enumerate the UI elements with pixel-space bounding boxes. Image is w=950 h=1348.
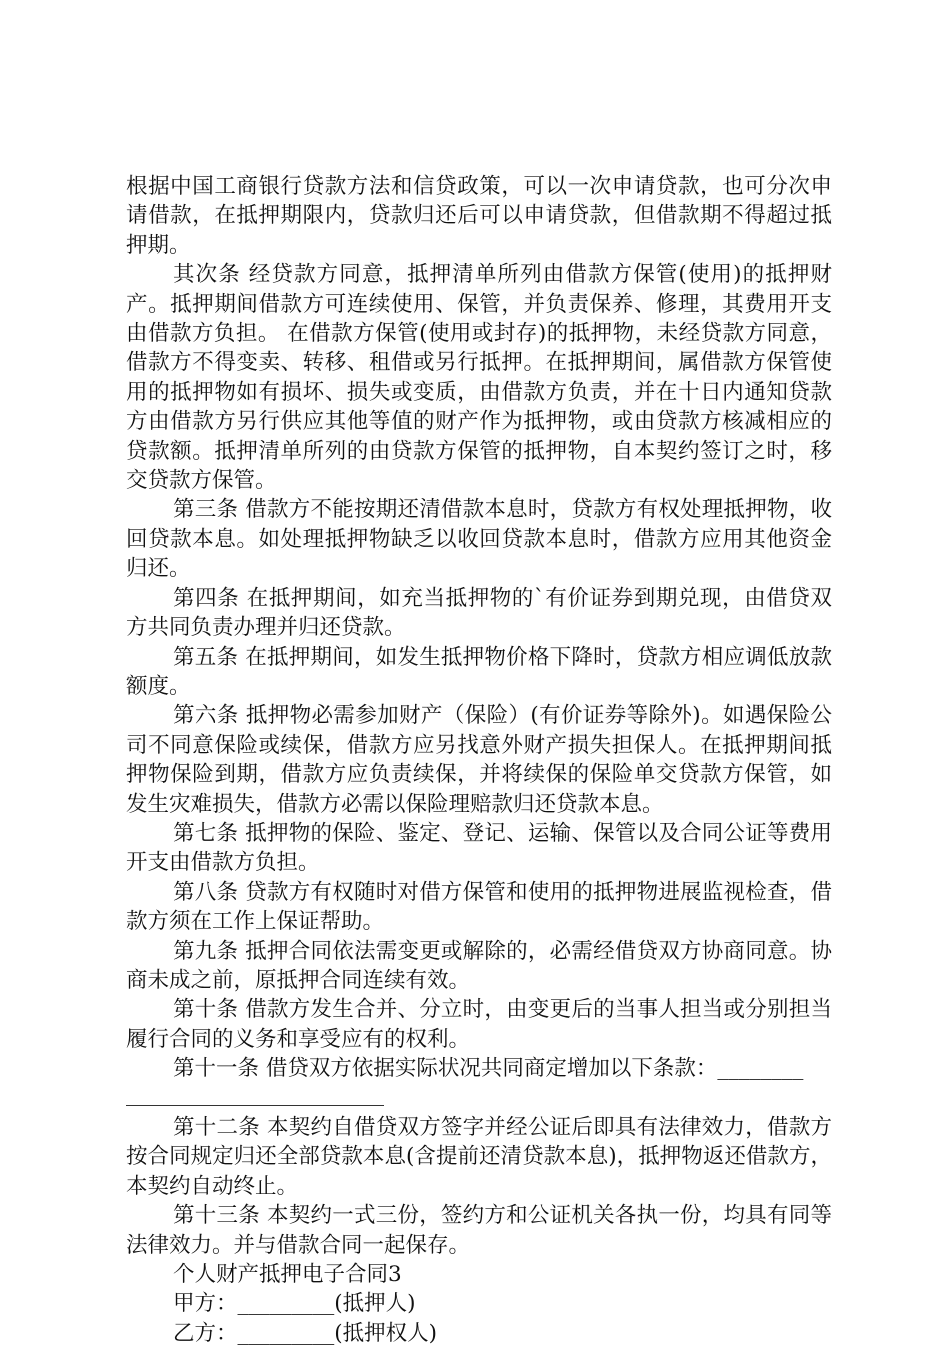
article-10: 第十条 借款方发生合并、分立时，由变更后的当事人担当或分别担当履行合同的义务和享受应有的权利。 (126, 997, 832, 1052)
next-contract-title: 个人财产抵押电子合同3 (173, 1262, 402, 1288)
article-11: 第十一条 借贷双方依据实际状况共同商定增加以下条款：________ (173, 1056, 804, 1082)
blank-rule (126, 1105, 384, 1106)
article-4: 第四条 在抵押期间，如充当抵押物的`有价证券到期兑现，由借贷双方共同负责办理并归还贷款。 (126, 585, 832, 641)
article-5: 第五条 在抵押期间，如发生抵押物价格下降时，贷款方相应调低放款额度。 (126, 644, 832, 699)
article-9: 第九条 抵押合同依法需变更或解除的，必需经借贷双方协商同意。协商未成之前，原抵押合同连续有效。 (126, 938, 832, 993)
article-11-blank-line (126, 1084, 832, 1113)
article-12: 第十二条 本契约自借贷双方签字并经公证后即具有法律效力，借款方按合同规定归还全部贷款本息(含提前还清贷款本息)，抵押物返还借款方，本契约自动终止。 (126, 1114, 832, 1199)
opening-paragraph: 根据中国工商银行贷款方法和信贷政策，可以一次申请贷款，也可分次申请借款，在抵押期限内，贷款归还后可以申请贷款，但借款期不得超过抵押期。 (126, 174, 832, 258)
article-6: 第六条 抵押物必需参加财产（保险）(有价证券等除外)。如遇保险公司不同意保险或续保，借款方应另找意外财产损失担保人。在抵押期间抵押物保险到期，借款方应负责续保，并将续保的保险单交贷款方保管，如发生灾难损失，借款方必需以保险理赔款归还贷款本息。 (126, 703, 832, 817)
article-13: 第十三条 本契约一式三份，签约方和公证机关各执一份，均具有同等法律效力。并与借款合同一起保存。 (126, 1203, 832, 1258)
party-a-line: 甲方：_________(抵押人) (173, 1291, 416, 1317)
article-3: 第三条 借款方不能按期还清借款本息时，贷款方有权处理抵押物，收回贷款本息。如处理抵押物缺乏以收回贷款本息时，借款方应用其他资金归还。 (126, 497, 832, 582)
article-7: 第七条 抵押物的保险、鉴定、登记、运输、保管以及合同公证等费用开支由借款方负担。 (126, 820, 832, 876)
contract-page (126, 172, 832, 1348)
party-b-line: 乙方：_________(抵押权人) (173, 1320, 438, 1346)
article-8: 第八条 贷款方有权随时对借方保管和使用的抵押物进展监视检查，借款方须在工作上保证帮助。 (126, 879, 832, 935)
article-2: 其次条 经贷款方同意，抵押清单所列由借款方保管(使用)的抵押财产。抵押期间借款方可连续使用、保管，并负责保养、修理，其费用开支由借款方负担。 在借款方保管(使用或封存)的抵押物，未经贷款方同意，借款方不得变卖、转移、租借或另行抵押。在抵押期间，属借款方保管使用的抵押物如有损坏、损失或变质，由借款方负责，并在十日内通知贷款方由借款方另行供应其他等值的财产作为抵押物，或由贷款方核减相应的贷款额。抵押清单所列的由贷款方保管的抵押物，自本契约签订之时，移交贷款方保管。 (126, 262, 832, 494)
